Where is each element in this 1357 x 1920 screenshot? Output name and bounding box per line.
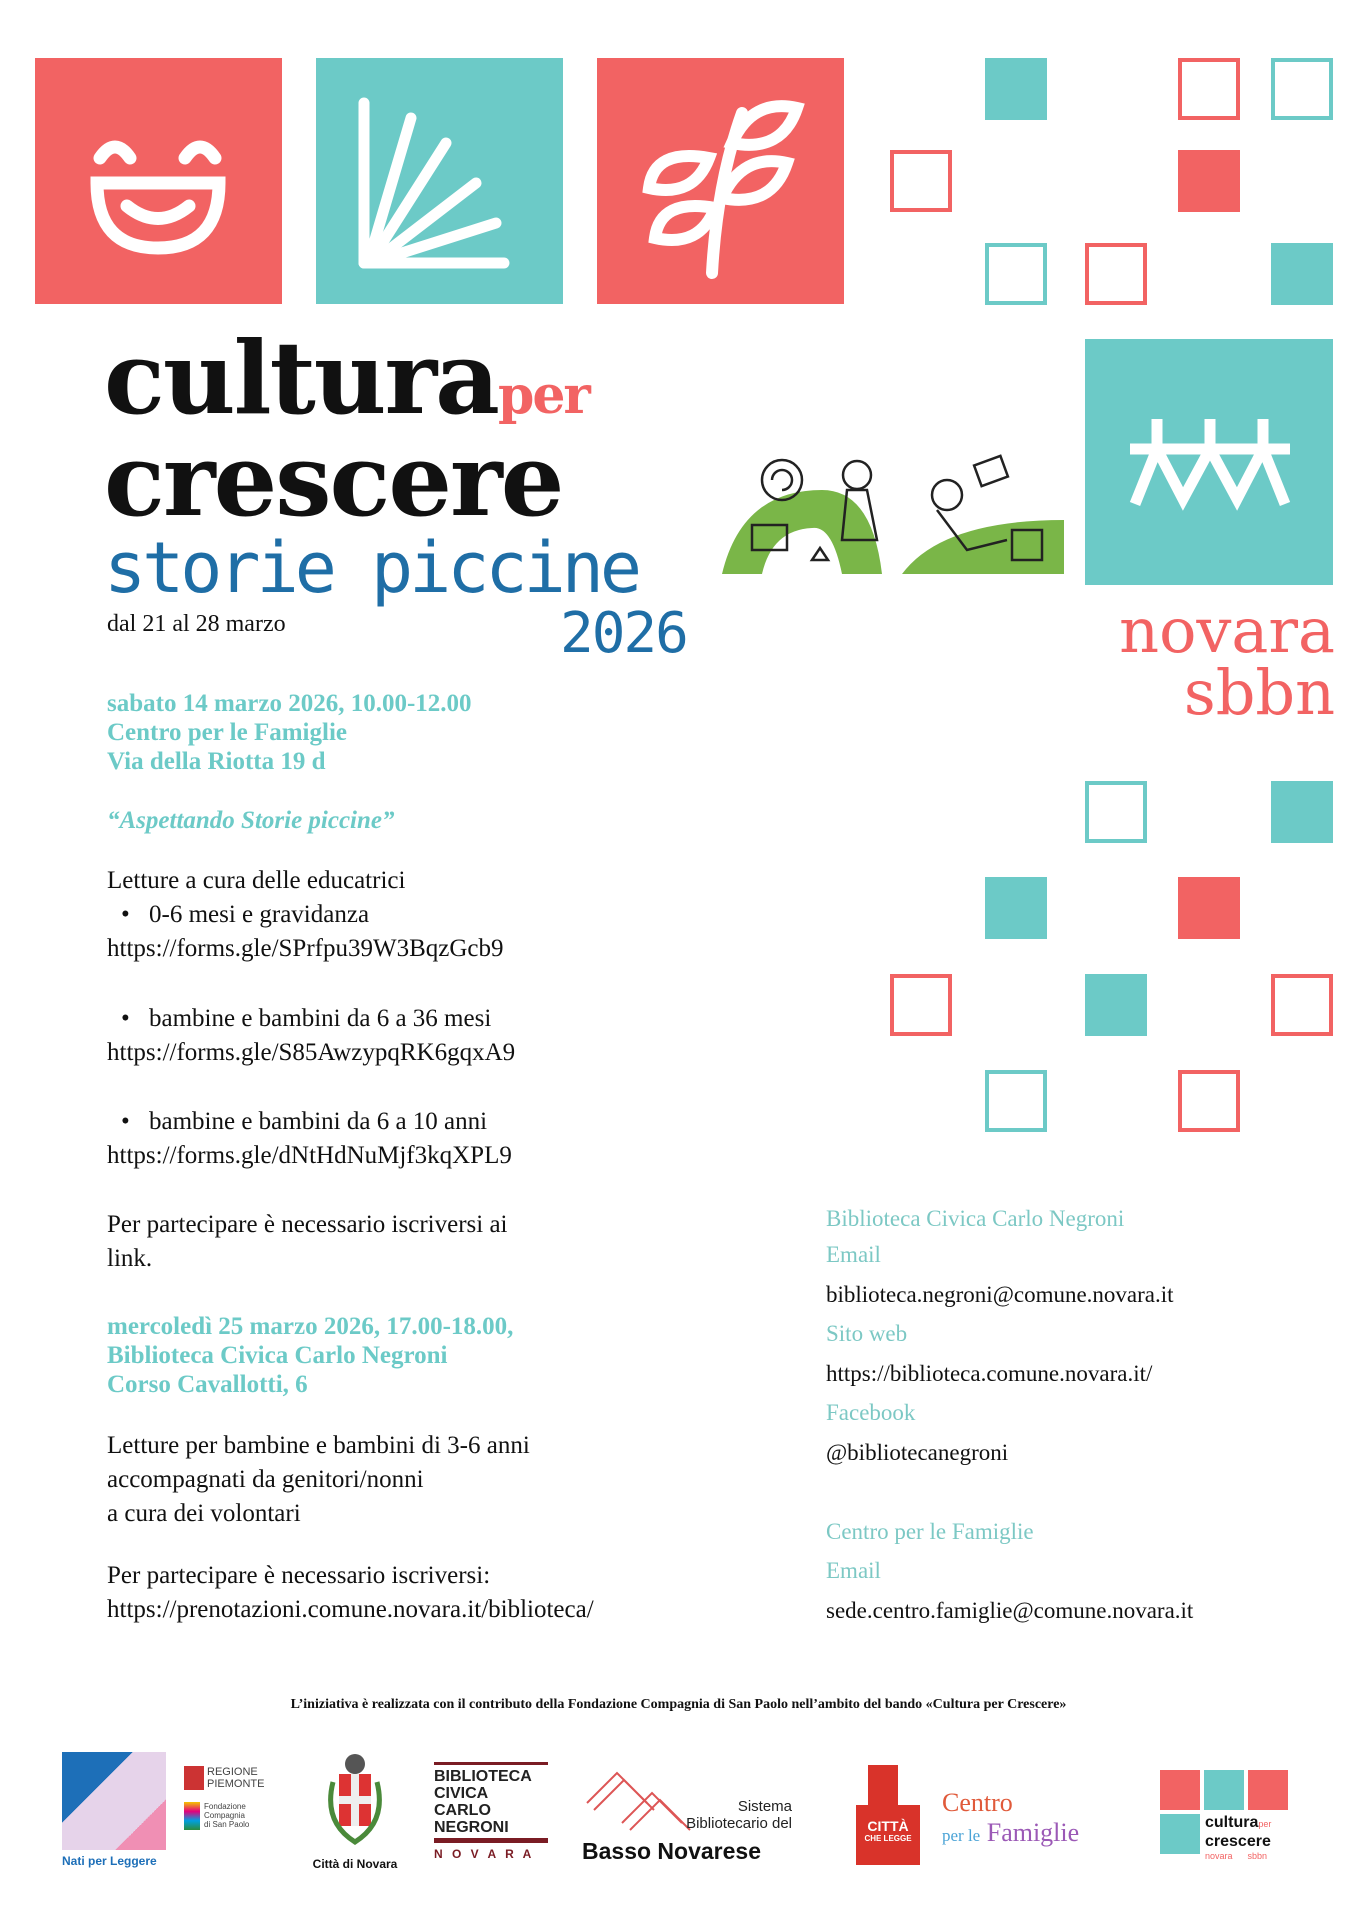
event1-group-1: • 0-6 mesi e gravidanza xyxy=(107,901,369,929)
decor-square xyxy=(985,877,1047,939)
brand-line-2: sbbn xyxy=(1183,656,1335,729)
logo-text: per le xyxy=(942,1826,981,1845)
centre-email[interactable]: sede.centro.famiglie@comune.novara.it xyxy=(826,1598,1194,1623)
centre-name: Centro per le Famiglie xyxy=(826,1519,1034,1544)
event2-address: Corso Cavallotti, 6 xyxy=(107,1371,308,1398)
library-fb-label: Facebook xyxy=(826,1400,916,1425)
event2-desc-3: a cura dei volontari xyxy=(107,1500,301,1527)
logo-regione-piemonte xyxy=(184,1766,264,1830)
event2-desc-2: accompagnati da genitori/nonni xyxy=(107,1466,424,1493)
logo-npl-text: Nati per Leggere xyxy=(62,1854,157,1868)
decor-square xyxy=(1085,781,1147,843)
library-email-label: Email xyxy=(826,1242,881,1267)
logo-text: novara xyxy=(1205,1851,1233,1861)
event1-group-2: • bambine e bambini da 6 a 36 mesi xyxy=(107,1005,491,1033)
title-per: per xyxy=(497,365,589,426)
event1-name: “Aspettando Storie piccine” xyxy=(107,807,395,834)
decor-square xyxy=(1178,58,1240,120)
logo-text: crescere xyxy=(1205,1833,1271,1850)
sbbn-logo-tile xyxy=(1085,339,1333,585)
logo-text: N O V A R A xyxy=(434,1838,548,1863)
event2-venue: Biblioteca Civica Carlo Negroni xyxy=(107,1342,448,1369)
network-arches-icon xyxy=(1085,339,1333,585)
event1-group-3: • bambine e bambini da 6 a 10 anni xyxy=(107,1108,487,1136)
logo-text: CIVICA xyxy=(434,1785,489,1802)
logo-centro-famiglie xyxy=(942,1788,1079,1851)
library-web[interactable]: https://biblioteca.comune.novara.it/ xyxy=(826,1361,1153,1386)
leafy-plant-icon xyxy=(597,58,844,304)
decor-square xyxy=(1271,243,1333,305)
logo-text: sbbn xyxy=(1247,1851,1268,1861)
event1-datetime: sabato 14 marzo 2026, 10.00-12.00 xyxy=(107,690,472,717)
decor-square xyxy=(985,243,1047,305)
logo-nati-per-leggere xyxy=(62,1752,166,1868)
sunburst-tile xyxy=(316,58,563,304)
logo-text: CITTÀ xyxy=(867,1818,909,1834)
logo-sistema-bibliotecario xyxy=(582,1768,797,1868)
decor-square xyxy=(985,1070,1047,1132)
logo-text: Sistema xyxy=(737,1798,792,1815)
logo-text: Centro xyxy=(942,1788,1013,1817)
logo-text: Fondazione xyxy=(204,1802,246,1811)
children-reading-illustration xyxy=(712,450,1064,574)
event1-intro: Letture a cura delle educatrici xyxy=(107,867,406,894)
event1-signup-1: Per partecipare è necessario iscriversi ai xyxy=(107,1211,508,1238)
decor-square xyxy=(1271,974,1333,1036)
subtitle-year: 2026 xyxy=(560,601,687,666)
logo-text: BIBLIOTECA xyxy=(434,1768,532,1785)
event2-desc-1: Letture per bambine e bambini di 3-6 anni xyxy=(107,1432,530,1459)
library-name: Biblioteca Civica Carlo Negroni xyxy=(826,1206,1125,1231)
decor-square xyxy=(1178,877,1240,939)
event1-address: Via della Riotta 19 d xyxy=(107,748,326,775)
brand-novara-sbbn xyxy=(1060,594,1335,729)
logo-text: per xyxy=(1258,1819,1272,1829)
logo-cultura-per-crescere xyxy=(1160,1770,1320,1870)
logo-text: cultura xyxy=(1205,1814,1259,1831)
logo-text: Città di Novara xyxy=(312,1857,398,1871)
title-cultura: cultura xyxy=(104,319,498,437)
logo-text: NEGRONI xyxy=(434,1819,509,1836)
event1-link-2[interactable]: https://forms.gle/S85AwzypqRK6gqxA9 xyxy=(107,1039,516,1066)
library-fb[interactable]: @bibliotecanegroni xyxy=(826,1440,1009,1465)
decor-square xyxy=(1271,781,1333,843)
event1-link-1[interactable]: https://forms.gle/SPrfpu39W3BqzGcb9 xyxy=(107,935,504,962)
logo-text: PIEMONTE xyxy=(207,1778,265,1790)
logo-text: Bibliotecario del xyxy=(686,1815,792,1832)
event2-link[interactable]: https://prenotazioni.comune.novara.it/biblioteca/ xyxy=(107,1596,594,1623)
festival-dates: dal 21 al 28 marzo xyxy=(107,611,286,637)
smiling-face-icon xyxy=(35,58,282,304)
title-crescere: crescere xyxy=(104,421,563,539)
coat-of-arms-icon xyxy=(315,1752,395,1852)
decor-square xyxy=(1271,58,1333,120)
brand-line-1: novara xyxy=(1119,594,1335,667)
centre-email-label: Email xyxy=(826,1558,881,1583)
plant-tile xyxy=(597,58,844,304)
event2-datetime: mercoledì 25 marzo 2026, 17.00-18.00, xyxy=(107,1313,514,1340)
logo-text: CARLO xyxy=(434,1802,491,1819)
decor-square xyxy=(890,150,952,212)
decor-square xyxy=(985,58,1047,120)
logo-biblioteca-negroni xyxy=(434,1762,548,1863)
logo-text: Compagnia xyxy=(204,1811,245,1820)
decor-square xyxy=(890,974,952,1036)
logo-text: CHE LEGGE xyxy=(864,1834,912,1843)
logo-citta-di-novara xyxy=(300,1752,410,1871)
subtitle-storie-piccine: storie piccine xyxy=(104,527,639,609)
event2-signup: Per partecipare è necessario iscriversi: xyxy=(107,1562,491,1589)
event1-venue: Centro per le Famiglie xyxy=(107,719,347,746)
sbbn-stripes-icon xyxy=(582,1768,692,1838)
decor-square xyxy=(1178,1070,1240,1132)
library-web-label: Sito web xyxy=(826,1321,908,1346)
sponsor-note: L’iniziativa è realizzata con il contributo della Fondazione Compagnia di San Paolo nell’ambito del bando «Cultura per Crescere» xyxy=(290,1697,1067,1712)
logo-citta-che-legge xyxy=(848,1765,922,1869)
event1-signup-2: link. xyxy=(107,1245,153,1272)
library-email[interactable]: biblioteca.negroni@comune.novara.it xyxy=(826,1282,1174,1307)
logo-text: di San Paolo xyxy=(204,1820,250,1829)
smiling-face-tile xyxy=(35,58,282,304)
sunburst-book-icon xyxy=(316,58,563,304)
decor-square xyxy=(1178,150,1240,212)
decor-square xyxy=(1085,974,1147,1036)
logo-text: REGIONE xyxy=(207,1766,258,1778)
event1-link-3[interactable]: https://forms.gle/dNtHdNuMjf3kqXPL9 xyxy=(107,1142,512,1169)
logo-text: Famiglie xyxy=(986,1818,1080,1847)
decor-square xyxy=(1085,243,1147,305)
logo-text: Basso Novarese xyxy=(582,1838,761,1864)
